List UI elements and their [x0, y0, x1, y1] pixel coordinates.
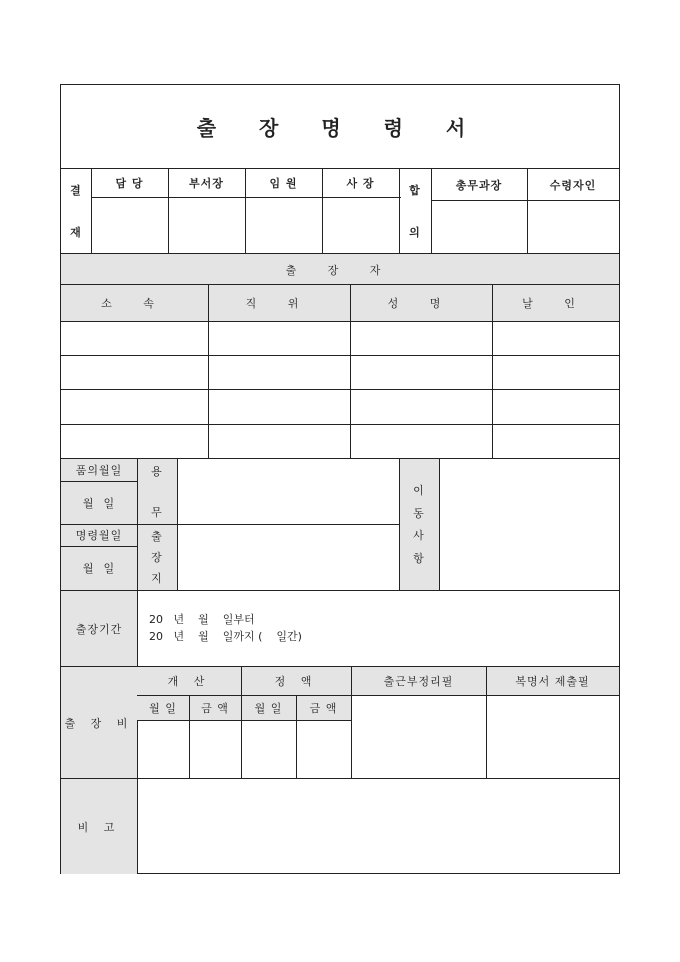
header-dept-head: 부서장 — [189, 177, 224, 190]
order-date-label: 명령월일 — [75, 529, 123, 542]
purpose-block — [61, 458, 619, 590]
expense-settle-amount: 금 액 — [309, 701, 338, 715]
trip-period-from: 20 년 월 일부터 — [149, 613, 255, 626]
request-date-label: 품의월일 — [75, 464, 123, 477]
trip-period-label: 출장기간 — [61, 591, 137, 666]
expense-block — [61, 666, 619, 778]
header-affiliation: 소 속 — [101, 297, 168, 310]
approval-label-bottom: 재 — [70, 226, 82, 239]
header-general-affairs: 총무과장 — [455, 178, 503, 192]
header-position: 직 위 — [245, 297, 313, 310]
purpose-label: 용 무 — [151, 465, 163, 519]
traveler-section-row — [61, 253, 619, 284]
traveler-row — [61, 355, 619, 389]
request-date-value: 월 일 — [82, 496, 116, 510]
traveler-row — [61, 389, 619, 424]
header-seal: 날 인 — [522, 297, 589, 310]
transfer-label: 이 동 사 항 — [413, 484, 425, 565]
header-president: 사 장 — [346, 177, 375, 190]
expense-attendance: 출근부정리필 — [383, 675, 454, 688]
expense-prepay-date: 월 일 — [149, 701, 177, 715]
header-recipient-seal: 수령자인 — [549, 178, 597, 192]
traveler-row — [61, 321, 619, 355]
remarks-label: 비 고 — [61, 779, 137, 874]
remarks-row — [61, 778, 619, 873]
expense-label: 출 장 비 — [61, 667, 137, 778]
expense-prepay-amount: 금 액 — [201, 701, 229, 715]
destination-label: 출 장 지 — [151, 530, 163, 585]
form-title: 출 장 명 령 서 — [196, 116, 484, 140]
approval-row — [61, 168, 619, 253]
trip-period-row — [61, 590, 619, 666]
traveler-header-row — [61, 284, 619, 321]
header-manager: 담 당 — [115, 177, 144, 190]
approval-label-top: 결 — [70, 184, 82, 197]
agreement-label-bottom: 의 — [409, 226, 421, 239]
order-date-value: 월 일 — [82, 562, 116, 575]
header-name: 성 명 — [387, 297, 455, 310]
traveler-section-title: 출 장 자 — [285, 263, 395, 277]
traveler-row — [61, 424, 619, 458]
trip-period-to: 20 년 월 일까지 ( 일간) — [149, 630, 302, 643]
expense-prepay: 개 산 — [167, 675, 211, 688]
header-executive: 임 원 — [269, 177, 298, 190]
expense-report: 복명서 제출필 — [515, 675, 590, 688]
title-row — [61, 85, 619, 168]
expense-settle-date: 월 일 — [254, 701, 283, 715]
business-trip-order-form — [60, 84, 620, 874]
expense-settle: 정 액 — [274, 675, 318, 688]
agreement-label-top: 합 — [409, 184, 421, 197]
